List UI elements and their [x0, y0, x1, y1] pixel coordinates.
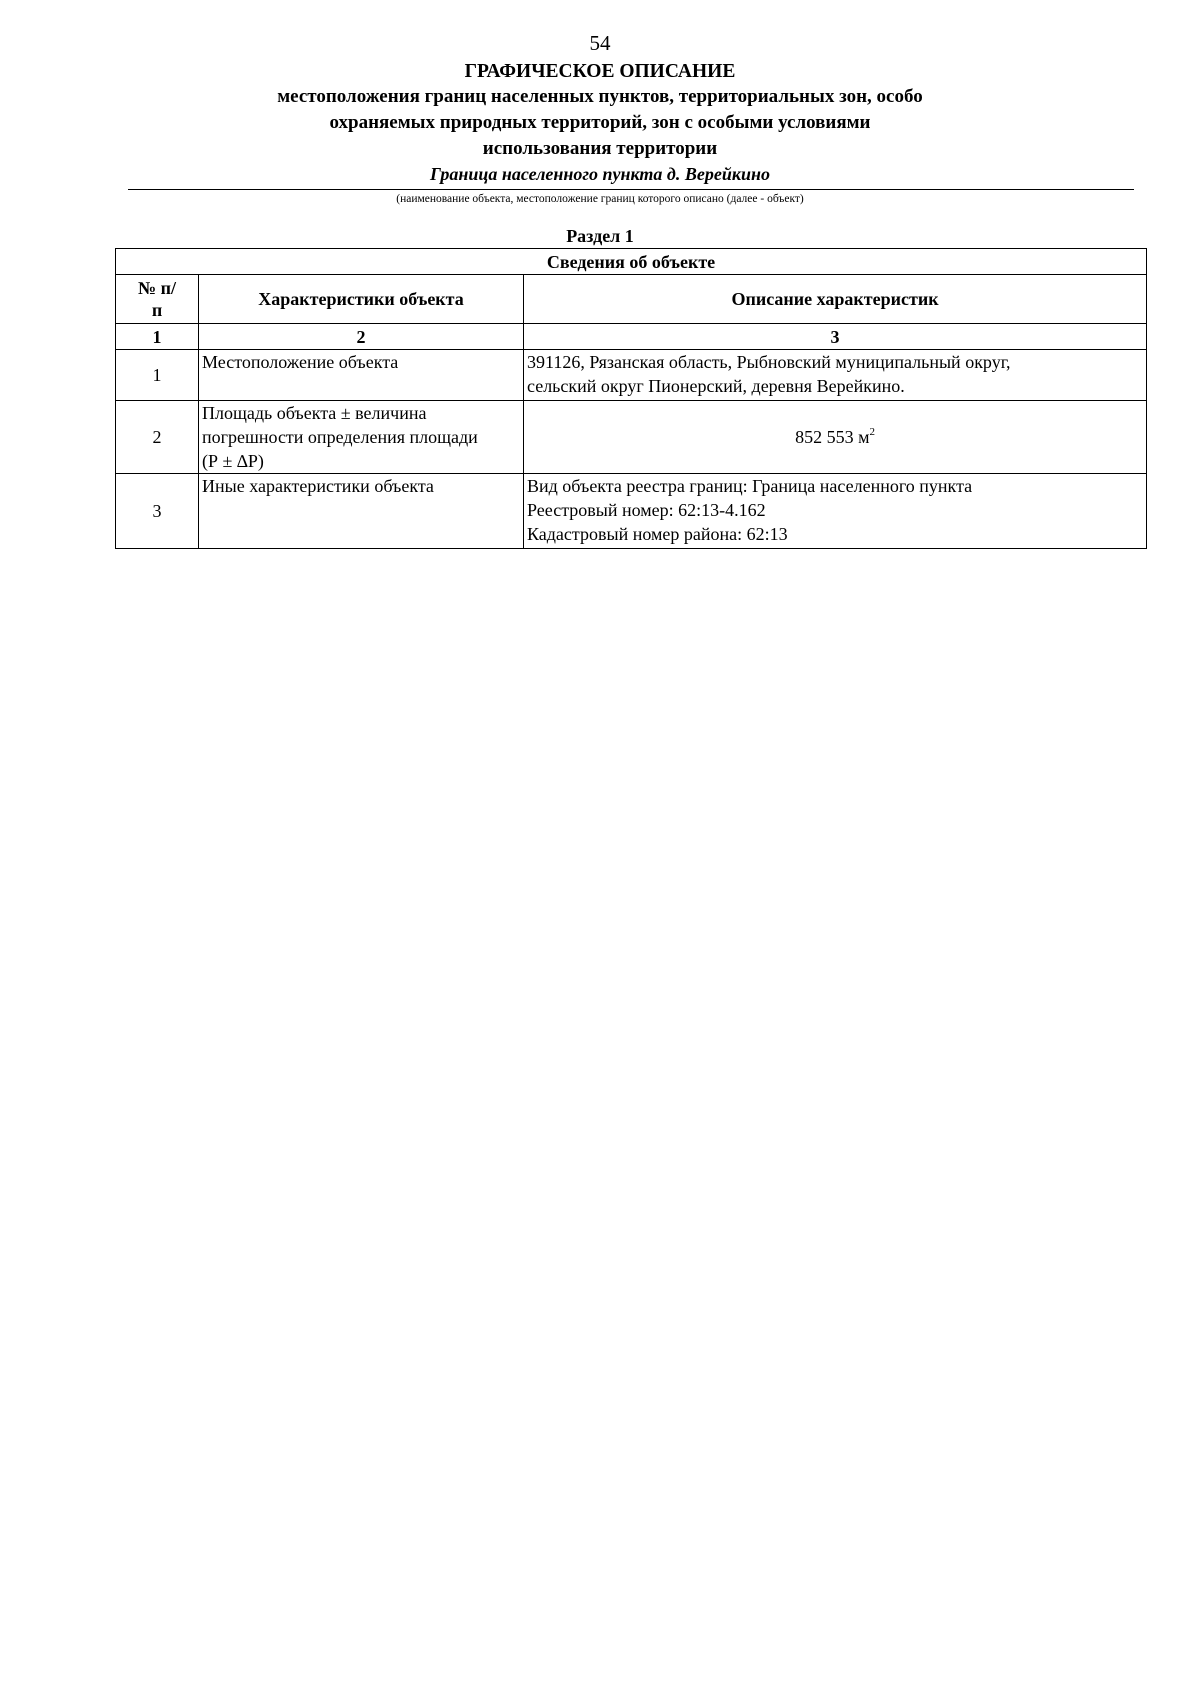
object-info-table — [115, 248, 1147, 549]
object-name-caption: (наименование объекта, местоположение границ которого описано (далее - объект) — [396, 193, 804, 205]
area-value: 852 553 м — [795, 427, 870, 447]
row-description — [524, 350, 1147, 401]
row-number: 1 — [116, 350, 199, 401]
description-line: Реестровый номер: 62:13-4.162 — [527, 500, 766, 520]
column-header-number — [116, 275, 199, 324]
area-unit-superscript: 2 — [869, 426, 875, 438]
object-name-underline — [128, 189, 1134, 190]
column-number-1: 1 — [116, 324, 199, 350]
table-row — [116, 401, 1147, 474]
row-characteristic: Местоположение объекта — [199, 350, 524, 401]
row-description-area — [524, 401, 1147, 474]
document-title: ГРАФИЧЕСКОЕ ОПИСАНИЕ — [464, 61, 736, 82]
object-name: Граница населенного пункта д. Верейкино — [430, 164, 770, 184]
row-characteristic: Иные характеристики объекта — [199, 474, 524, 549]
table-row — [116, 350, 1147, 401]
column-header-description: Описание характеристик — [524, 275, 1147, 324]
column-number-row — [116, 324, 1147, 350]
table-caption-row — [116, 249, 1147, 275]
table-header-row — [116, 275, 1147, 324]
column-header-characteristic: Характеристики объекта — [199, 275, 524, 324]
table-row — [116, 474, 1147, 549]
description-line: 391126, Рязанская область, Рыбновский муниципальный округ, — [527, 352, 1011, 372]
column-number-2: 2 — [199, 324, 524, 350]
row-characteristic — [199, 401, 524, 474]
description-line: сельский округ Пионерский, деревня Верейкино. — [527, 376, 905, 396]
section-title: Раздел 1 — [566, 226, 634, 246]
table-caption: Сведения об объекте — [116, 249, 1147, 275]
document-subtitle: местоположения границ населенных пунктов, территориальных зон, особо охраняемых природных территорий, зон с особыми условиями использования территории — [277, 86, 923, 159]
description-line: Вид объекта реестра границ: Граница населенного пункта — [527, 476, 973, 496]
page-number: 54 — [589, 31, 611, 55]
row-number: 2 — [116, 401, 199, 474]
column-header-number-label: № п/п — [138, 278, 176, 320]
characteristic-line: Площадь объекта ± величина — [202, 403, 427, 423]
description-line: Кадастровый номер района: 62:13 — [527, 524, 788, 544]
row-number: 3 — [116, 474, 199, 549]
column-number-3: 3 — [524, 324, 1147, 350]
row-description — [524, 474, 1147, 549]
characteristic-line: погрешности определения площади — [202, 427, 478, 447]
characteristic-line: (Р ± ∆Р) — [202, 451, 264, 471]
